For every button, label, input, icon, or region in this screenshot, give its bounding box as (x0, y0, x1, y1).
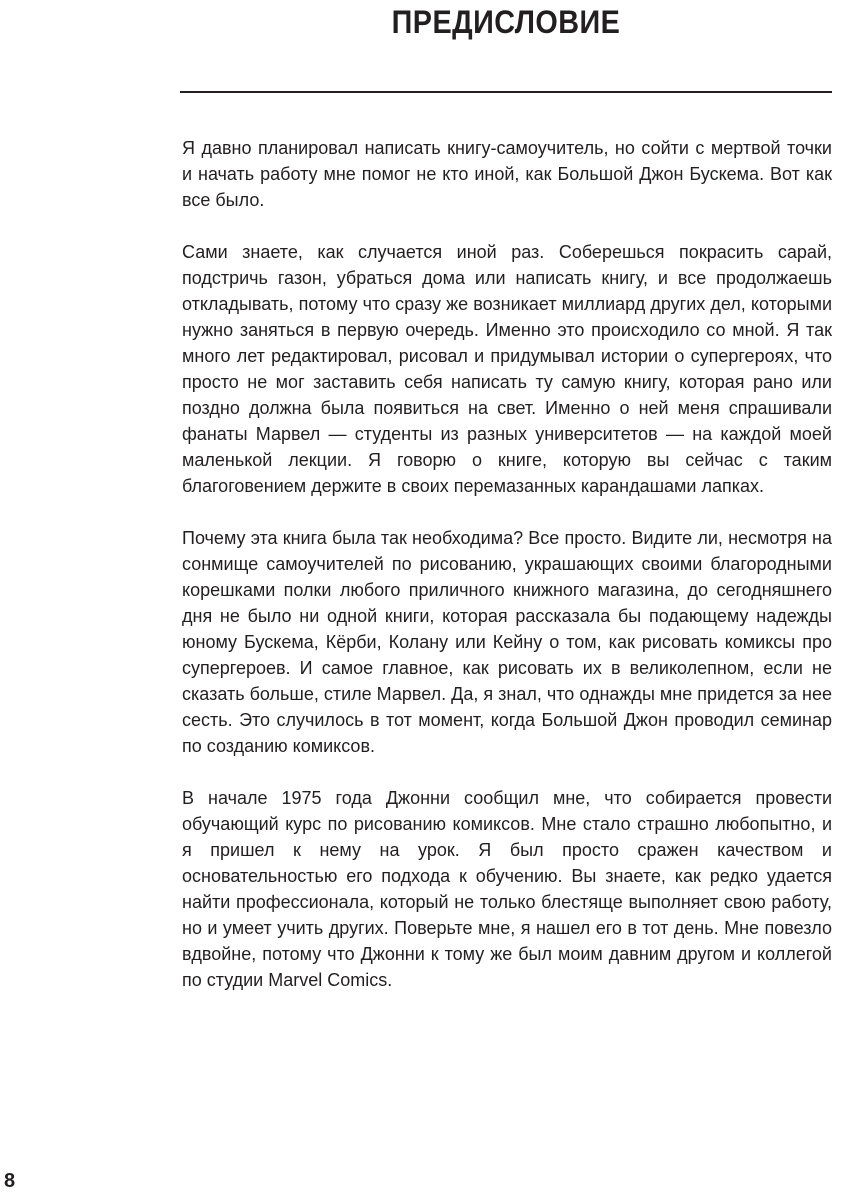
paragraph-3: Почему эта книга была так необходима? Все просто. Видите ли, несмотря на сонмище самоучителей по рисованию, украшающих своими благородными корешками полки любого приличного книжного магазина, до сегодняшнего дня не было ни одной книги, которая рассказала бы подающему надежды юному Бускема, Кёрби, Колану или Кейну о том, как рисовать комиксы про супергероев. И самое главное, как рисовать их в великолепном, если не сказать больше, стиле Марвел. Да, я знал, что однажды мне придется за нее сесть. Это случилось в тот момент, когда Большой Джон проводил семинар по созданию комиксов. (182, 528, 832, 756)
paragraph-2: Сами знаете, как случается иной раз. Соберешься покрасить сарай, подстричь газон, убраться дома или написать книгу, и все продолжаешь откладывать, потому что сразу же возникает миллиард других дел, которыми нужно заняться в первую очередь. Именно это происходило со мной. Я так много лет редактировал, рисовал и придумывал истории о супергероях, что просто не мог заставить себя написать ту самую книгу, которая рано или поздно должна была появиться на свет. Именно о ней меня спрашивали фанаты Марвел — студенты из разных университетов — на каждой моей маленькой лекции. Я говорю о книге, которую вы сейчас с таким благоговением держите в своих перемазанных карандашами лапках. (182, 242, 832, 496)
title-divider (180, 91, 832, 93)
paragraph-1: Я давно планировал написать книгу-самоучитель, но сойти с мертвой точки и начать работу мне помог не кто иной, как Большой Джон Бускема. Вот как все было. (182, 138, 832, 210)
body-text (182, 135, 832, 1019)
page-title: ПРЕДИСЛОВИЕ (391, 4, 621, 40)
page-number: 8 (4, 1170, 16, 1192)
paragraph-4: В начале 1975 года Джонни сообщил мне, что собирается провести обучающий курс по рисованию комиксов. Мне стало страшно любопытно, и я пришел к нему на урок. Я был просто сражен качеством и основательностью его подхода к обучению. Вы знаете, как редко удается найти профессионала, который не только блестяще выполняет свою работу, но и умеет учить других. Поверьте мне, я нашел его в тот день. Мне повезло вдвойне, потому что Джонни к тому же был моим давним другом и коллегой по студии Marvel Comics. (182, 788, 832, 990)
